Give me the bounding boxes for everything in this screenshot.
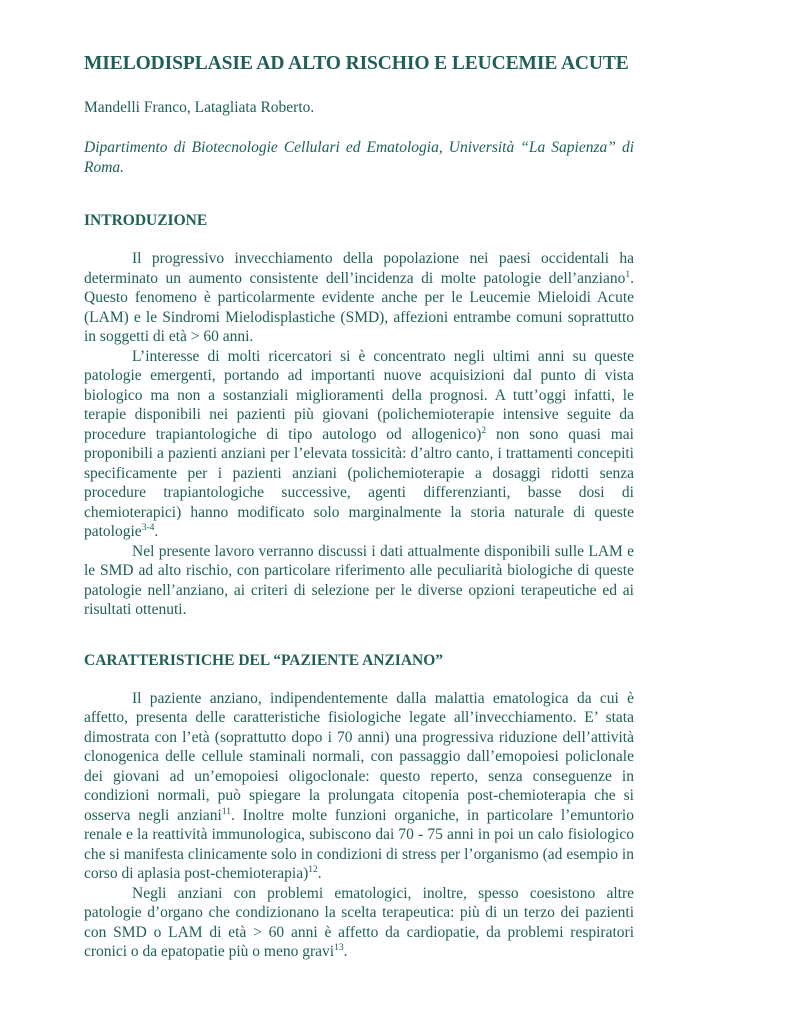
paragraph-text: non sono quasi mai proponibili a pazienti anziani per l’elevata tossicità: d’altro canto, i trattamenti concepiti specificamente per i pazienti anziani (polichemioterapie a dosaggi ridotti senza procedure trapiantologiche successive, agenti differenzianti, basse dosi di chemioterapici) hanno modificato solo marginalmente la storia naturale di queste patologie xyxy=(84,425,634,540)
paragraph xyxy=(84,689,634,884)
authors: Mandelli Franco, Latagliata Roberto. xyxy=(84,99,315,116)
paragraph-text: . Questo fenomeno è particolarmente evidente anche per le Leucemie Mieloidi Acute (LAM) e le Sindromi Mielodisplastiche (SMD), affezioni entrambe comuni soprattutto in soggetti di età > 60 anni. xyxy=(84,269,634,345)
section-body-paziente-anziano xyxy=(84,689,634,962)
citation-superscript: 1 xyxy=(625,269,631,280)
section-body-introduzione xyxy=(84,249,634,620)
paragraph-text: . xyxy=(317,865,322,882)
paragraph xyxy=(84,542,634,620)
paragraph xyxy=(84,249,634,347)
affiliation: Dipartimento di Biotecnologie Cellulari ed Ematologia, Università “La Sapienza” di Roma. xyxy=(84,139,634,176)
paragraph-text: Negli anziani con problemi ematologici, inoltre, spesso coesistono altre patologie d’organo che condizionano la scelta terapeutica: più di un terzo dei pazienti con SMD o LAM di età > 60 anni è affetto da cardiopatie, da problemi respiratori cronici o da epatopatie più o meno gravi xyxy=(84,884,634,960)
citation-superscript: 2 xyxy=(481,425,487,436)
paragraph-text: Il progressivo invecchiamento della popolazione nei paesi occidentali ha determinato un aumento consistente dell’incidenza di molte patologie dell’anziano xyxy=(84,250,634,287)
paragraph-text: Nel presente lavoro verranno discussi i dati attualmente disponibili sulle LAM e le SMD ad alto rischio, con particolare riferimento alle peculiarità biologiche di queste patologie nell’anziano, ai criteri di selezione per le diverse opzioni terapeutiche ed ai risultati ottenuti. xyxy=(84,542,634,618)
paragraph-text: . xyxy=(154,523,159,540)
paragraph xyxy=(84,884,634,962)
citation-superscript: 12 xyxy=(308,865,318,875)
paper-title: MIELODISPLASIE AD ALTO RISCHIO E LEUCEMIE ACUTE xyxy=(84,53,629,74)
paragraph-text: . Inoltre molte funzioni organiche, in particolare l’emuntorio renale e la reattività immunologica, subiscono dai 70 - 75 anni in poi un calo fisiologico che si manifesta clinicamente solo in condizioni di stress per l’organismo (ad esempio in corso di aplasia post-chemioterapia) xyxy=(84,806,634,882)
section-heading-introduzione: INTRODUZIONE xyxy=(84,212,208,229)
paragraph-text: Il paziente anziano, indipendentemente dalla malattia ematologica da cui è affetto, presenta delle caratteristiche fisiologiche legate all’invecchiamento. E’ stata dimostrata con l’età (soprattutto dopo i 70 anni) una progressiva riduzione dell’attività clonogenica delle cellule staminali normali, con passaggio dall’emopoiesi policlonale dei giovani ad un’emopoiesi oligoclonale: questo reperto, senza conseguenze in condizioni normali, può spiegare la prolungata citopenia post-chemioterapia che si osserva negli anziani xyxy=(84,689,634,824)
section-heading-paziente-anziano: CARATTERISTICHE DEL “PAZIENTE ANZIANO” xyxy=(84,651,444,669)
document-page xyxy=(84,52,634,962)
paragraph xyxy=(84,347,634,542)
citation-superscript: 3-4 xyxy=(141,523,155,533)
paragraph-text: . xyxy=(343,943,348,960)
citation-superscript: 11 xyxy=(221,806,231,817)
paragraph-text: L’interesse di molti ricercatori si è concentrato negli ultimi anni su queste patologie emergenti, portando ad importanti nuove acquisizioni dal punto di vista biologico ma non a sostanziali miglioramenti della prognosi. A tutt’oggi infatti, le terapie disponibili nei pazienti più giovani (polichemioterapie intensive seguite da procedure trapiantologiche di tipo autologo od allogenico) xyxy=(84,347,634,443)
citation-superscript: 13 xyxy=(334,943,344,953)
